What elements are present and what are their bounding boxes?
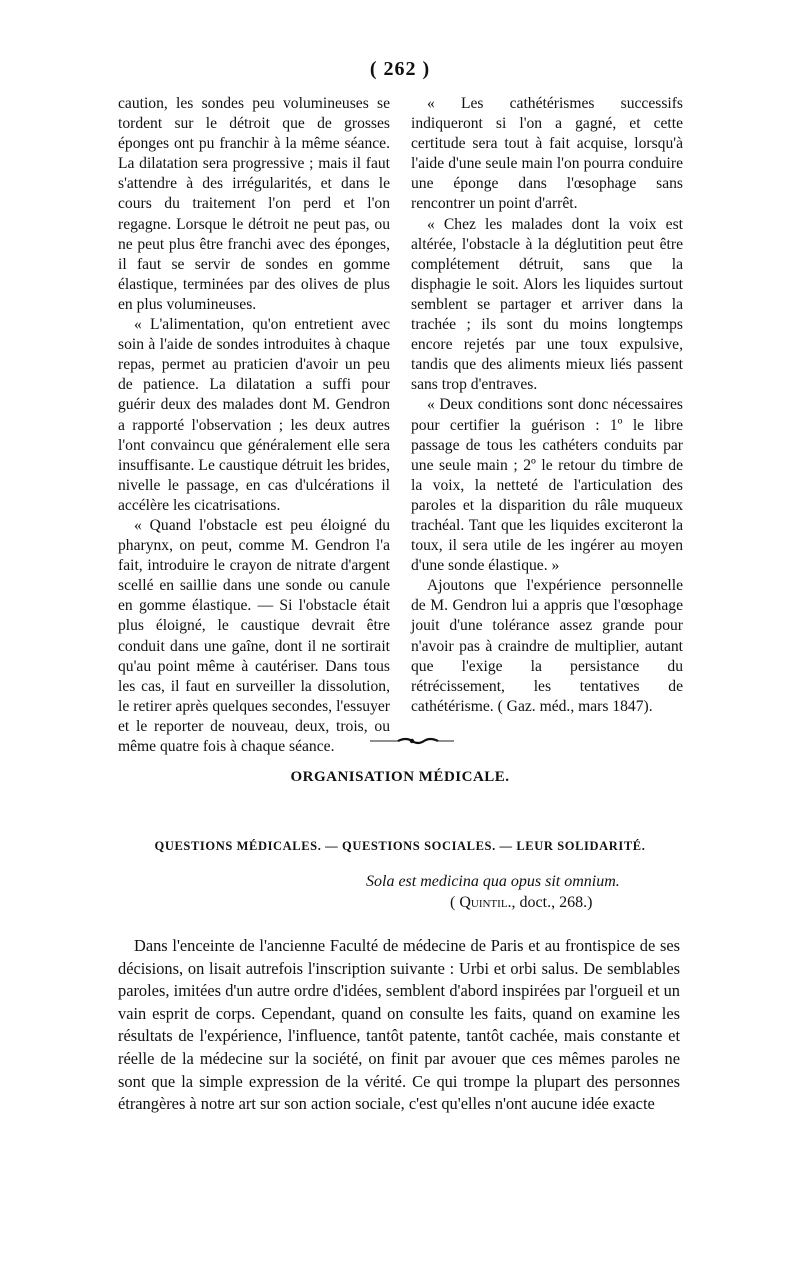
right-paragraph-4: Ajoutons que l'expérience personnelle de M. Gendron lui a appris que l'œsophage jouit d'une tolérance assez grande pour n'avoir pas à craindre de multiplier, autant que l'exige la persistance du rétrécissement, les tentatives de cathétérisme. ( Gaz. méd., mars 1847). — [411, 577, 683, 715]
left-paragraph-1: caution, les sondes peu volumineuses se tordent sur le détroit que de grosses éponges ont pu franchir à la même séance. La dilatation sera progressive ; mais il faut s'attendre à des irrégularités, et dans le cours du traitement l'on perd et l'on regagne. Lorsque le détroit ne peut pas, ou ne peut plus être franchi avec des éponges, il faut se servir de sondes en gomme élastique, terminées par des olives de plus en plus volumineuses. — [118, 95, 390, 313]
section-divider-ornament — [368, 736, 458, 746]
epigraph-source-rest: , doct., 268.) — [511, 894, 593, 911]
right-paragraph-1: « Les cathétérismes successifs indiqueront si l'on a gagné, et cette certitude sera tout à fait acquise, lorsqu'à l'aide d'une seule main l'on pourra conduire une éponge dans l'œsophage sans rencontrer un point d'arrêt. — [411, 95, 683, 213]
left-paragraph-3: « Quand l'obstacle est peu éloigné du pharynx, on peut, comme M. Gendron l'a fait, introduire le crayon de nitrate d'argent scellé en saillie dans une sonde ou canule en gomme élastique. — Si l'obstacle était plus éloigné, le caustique devrait être conduit dans une gaîne, dont il ne sortirait qu'au point même à cautériser. Dans tous les cas, il faut en surveiller la dissolution, le retirer après quelques secondes, l'essuyer et le reporter de nouveau, deux, trois, ou même quatre fois à chaque séance. — [118, 516, 390, 755]
epigraph-quote: Sola est medicina qua opus sit omnium. — [366, 873, 620, 890]
right-paragraph-3: « Deux conditions sont donc nécessaires pour certifier la guérison : 1º le libre passage de tous les cathéters conduits par une seule main ; 2º le retour du timbre de la voix, la netteté de l'articulation des paroles et la disparition du râle muqueux trachéal. Tant que les liquides exciteront la toux, il sera utile de les ingérer au moyen d'une sonde élastique. » — [411, 396, 683, 575]
left-paragraph-2: « L'alimentation, qu'on entretient avec soin à l'aide de sondes introduites à chaque repas, permet au praticien d'avoir un peu de patience. La dilatation a suffi pour guérir deux des malades dont M. Gendron a rapporté l'observation ; les deux autres l'ont convaincu que généralement elle sera insuffisante. Le caustique détruit les brides, nivelle le passage, en cas d'ulcérations il accélère les cicatrisations. — [118, 316, 390, 514]
page-number: ( 262 ) — [369, 58, 431, 80]
right-column — [411, 94, 683, 717]
right-paragraph-2: « Chez les malades dont la voix est altérée, l'obstacle à la déglutition peut être complétement détruit, sans que la disphagie le soit. Alors les liquides surtout semblent se partager et arriver dans la trachée ; ils sont du moins longtemps encore rejetés par une toux expulsive, tandis que des aliments mieux liés passent sans trop d'entraves. — [411, 215, 683, 394]
left-column — [118, 94, 390, 757]
body-paragraph: Dans l'enceinte de l'ancienne Faculté de médecine de Paris et au frontispice de ses décisions, on lisait autrefois l'inscription suivante : Urbi et orbi salus. De semblables paroles, imitées d'un autre ordre d'idées, semblent d'abord inspirées par l'orgueil et un vain esprit de corps. Cependant, quand on consulte les faits, quand on examine les résultats de l'expérience, l'influence, tantôt patente, tantôt cachée, mais constante et réelle de la médecine sur la société, on finit par avouer que ces mêmes paroles ne sont que la simple expression de la vérité. Ce qui trompe la plupart des personnes étrangères à notre art sur son action sociale, c'est qu'elles n'ont aucune idée exacte — [118, 936, 680, 1114]
section-subtitle: QUESTIONS MÉDICALES. — QUESTIONS SOCIALES. — LEUR SOLIDARITÉ. — [154, 839, 646, 853]
epigraph-source-open: ( — [450, 894, 460, 911]
epigraph-source — [450, 894, 700, 912]
section-title: ORGANISATION MÉDICALE. — [290, 769, 510, 785]
epigraph-source-author: Quintil. — [459, 894, 512, 911]
